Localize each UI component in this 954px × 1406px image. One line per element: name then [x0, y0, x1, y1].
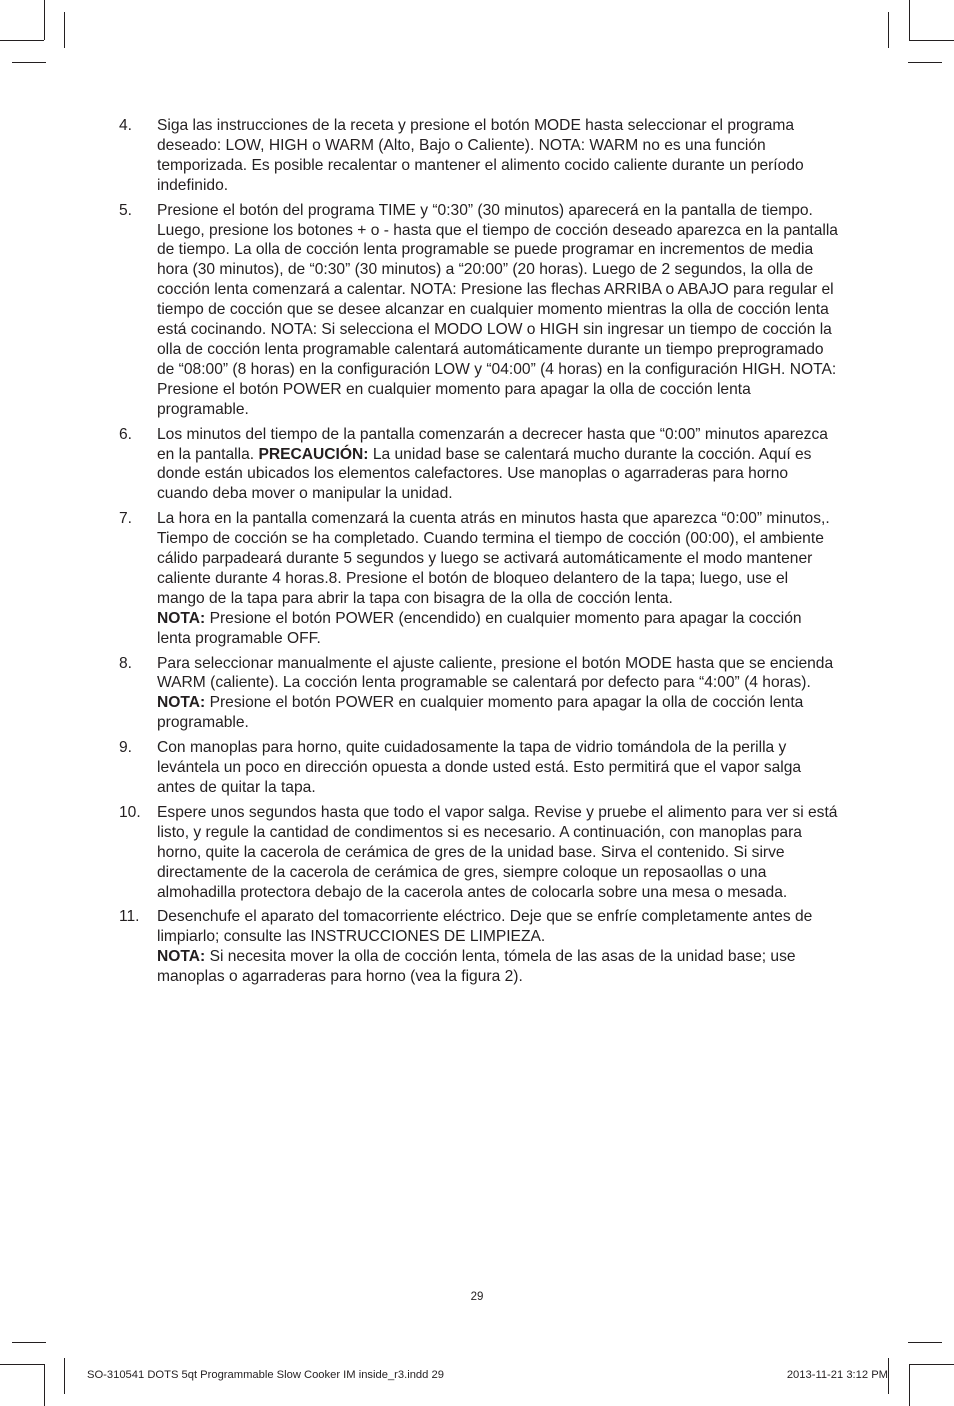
item-paragraph	[157, 116, 839, 196]
crop-mark	[64, 1358, 65, 1394]
crop-mark	[909, 1364, 954, 1365]
slug-timestamp: 2013-11-21 3:12 PM	[786, 1369, 888, 1381]
crop-mark	[909, 0, 910, 40]
crop-mark	[44, 1364, 45, 1406]
item-paragraph	[157, 425, 839, 505]
crop-mark	[908, 62, 942, 63]
crop-mark	[0, 40, 44, 41]
caution-label: PRECAUCIÓN:	[258, 445, 369, 463]
item-paragraph	[157, 907, 839, 947]
item-number: 4.	[119, 117, 133, 134]
item-paragraph	[157, 803, 839, 903]
slug-filename: SO-310541 DOTS 5qt Programmable Slow Cooker IM inside_r3.indd 29	[87, 1369, 444, 1381]
item-text: Los minutos del tiempo de la pantalla comenzarán a decrecer hasta que “0:00” minutos aparezca en la pantalla.	[157, 425, 828, 463]
crop-mark	[909, 1364, 910, 1406]
item-text: La unidad base se calentará mucho durante la cocción. Aquí es donde están ubicados los elementos calefactores. Use manoplas o agarraderas para horno cuando deba mover o manipular la unidad.	[157, 445, 812, 503]
item-number: 11.	[119, 908, 140, 926]
instruction-list	[119, 116, 839, 992]
item-paragraph	[157, 738, 839, 798]
note-label: NOTA:	[157, 609, 206, 627]
crop-mark	[12, 1342, 46, 1343]
list-item	[119, 738, 839, 798]
item-text: Presione el botón del programa TIME y “0:30” (30 minutos) aparecerá en la pantalla de tiempo. Luego, presione los botones + o - hasta que el tiempo de cocción deseado aparezca en la pantalla de tiempo. La olla de cocción lenta programable se puede programar en incrementos de media hora (30 minutos), de “0:30” (30 minutos) a “20:00” (20 horas). Luego de 2 segundos, la olla de cocción lenta comenzará a calentar. NOTA: Presione las flechas ARRIBA o ABAJO para regular el tiempo de cocción que se desee alcanzar en cualquier momento mientras la olla de cocción lenta está cocinando. NOTA: Si selecciona el MODO LOW o HIGH sin ingresar un tiempo de cocción la olla de cocción lenta programable calentará automáticamente durante un tiempo preprogramado de “08:00” (8 horas) en la configuración LOW y “04:00” (4 horas) en la configuración HIGH. NOTA: Presione el botón POWER en cualquier momento para apagar la olla de cocción lenta programable.	[157, 201, 838, 418]
note-label: NOTA:	[157, 694, 206, 712]
item-paragraph	[157, 509, 839, 609]
crop-mark	[0, 1364, 44, 1365]
list-item	[119, 201, 839, 420]
note-paragraph	[157, 609, 839, 649]
note-paragraph	[157, 947, 839, 987]
crop-mark	[44, 0, 45, 40]
crop-mark	[909, 40, 954, 41]
list-item	[119, 654, 839, 734]
item-paragraph	[157, 201, 839, 420]
item-text: Desenchufe el aparato del tomacorriente eléctrico. Deje que se enfríe completamente antes de limpiarlo; consulte las INSTRUCCIONES DE LIMPIEZA.	[157, 908, 813, 946]
item-number: 8.	[119, 654, 133, 672]
list-item	[119, 907, 839, 987]
list-item	[119, 116, 839, 196]
crop-mark	[888, 1358, 889, 1394]
note-text: Presione el botón POWER (encendido) en cualquier momento para apagar la cocción lenta programable OFF.	[157, 609, 802, 647]
note-text: Presione el botón POWER en cualquier momento para apagar la olla de cocción lenta programable.	[157, 694, 804, 732]
crop-mark	[12, 62, 46, 63]
item-text: Siga las instrucciones de la receta y presione el botón MODE hasta seleccionar el programa deseado: LOW, HIGH o WARM (Alto, Bajo o Caliente). NOTA: WARM no es una función temporizada. Es posible recalentar o mantener el alimento cocido caliente durante un período indefinido.	[157, 117, 804, 194]
item-text: Con manoplas para horno, quite cuidadosamente la tapa de vidrio tomándola de la perilla y levántela un poco en dirección opuesta a donde usted está. Esto permitirá que el vapor salga antes de quitar la tapa.	[157, 739, 802, 796]
list-item	[119, 803, 839, 903]
item-number: 10.	[119, 803, 141, 821]
crop-mark	[908, 1342, 942, 1343]
list-item	[119, 509, 839, 648]
page-number: 29	[470, 1291, 484, 1303]
item-paragraph	[157, 654, 839, 694]
note-label: NOTA:	[157, 948, 206, 966]
item-number: 6.	[119, 425, 133, 443]
item-number: 5.	[119, 201, 133, 219]
crop-mark	[64, 12, 65, 48]
item-number: 9.	[119, 739, 133, 757]
note-paragraph	[157, 693, 839, 733]
list-item	[119, 425, 839, 505]
item-text: Para seleccionar manualmente el ajuste caliente, presione el botón MODE hasta que se encienda WARM (caliente). La cocción lenta programable se calentará por defecto para “4:00” (4 horas).	[157, 654, 834, 692]
item-text: Espere unos segundos hasta que todo el vapor salga. Revise y pruebe el alimento para ver si está listo, y regule la cantidad de condimentos si es necesario. A continuación, con manoplas para horno, quite la cacerola de cerámica de gres de la unidad base. Sirva el contenido. Si sirve directamente de la cacerola de cerámica de gres, siempre coloque un reposaollas o una almohadilla protectora debajo de la cacerola antes de colocarla sobre una mesa o mesada.	[157, 803, 838, 901]
item-text: La hora en la pantalla comenzará la cuenta atrás en minutos hasta que aparezca “0:00” minutos,. Tiempo de cocción se ha completado. Cuando termina el tiempo de cocción (00:00), el ambiente cálido parpadeará durante 5 segundos y luego se activará automáticamente el modo mantener caliente durante 4 horas.8. Presione el botón de bloqueo delantero de la tapa; luego, use el mango de la tapa para abrir la tapa con bisagra de la olla de cocción lenta.	[157, 510, 830, 607]
note-text: Si necesita mover la olla de cocción lenta, tómela de las asas de la unidad base; use manoplas o agarraderas para horno (vea la figura 2).	[157, 948, 796, 986]
crop-mark	[888, 12, 889, 48]
item-number: 7.	[119, 510, 133, 528]
